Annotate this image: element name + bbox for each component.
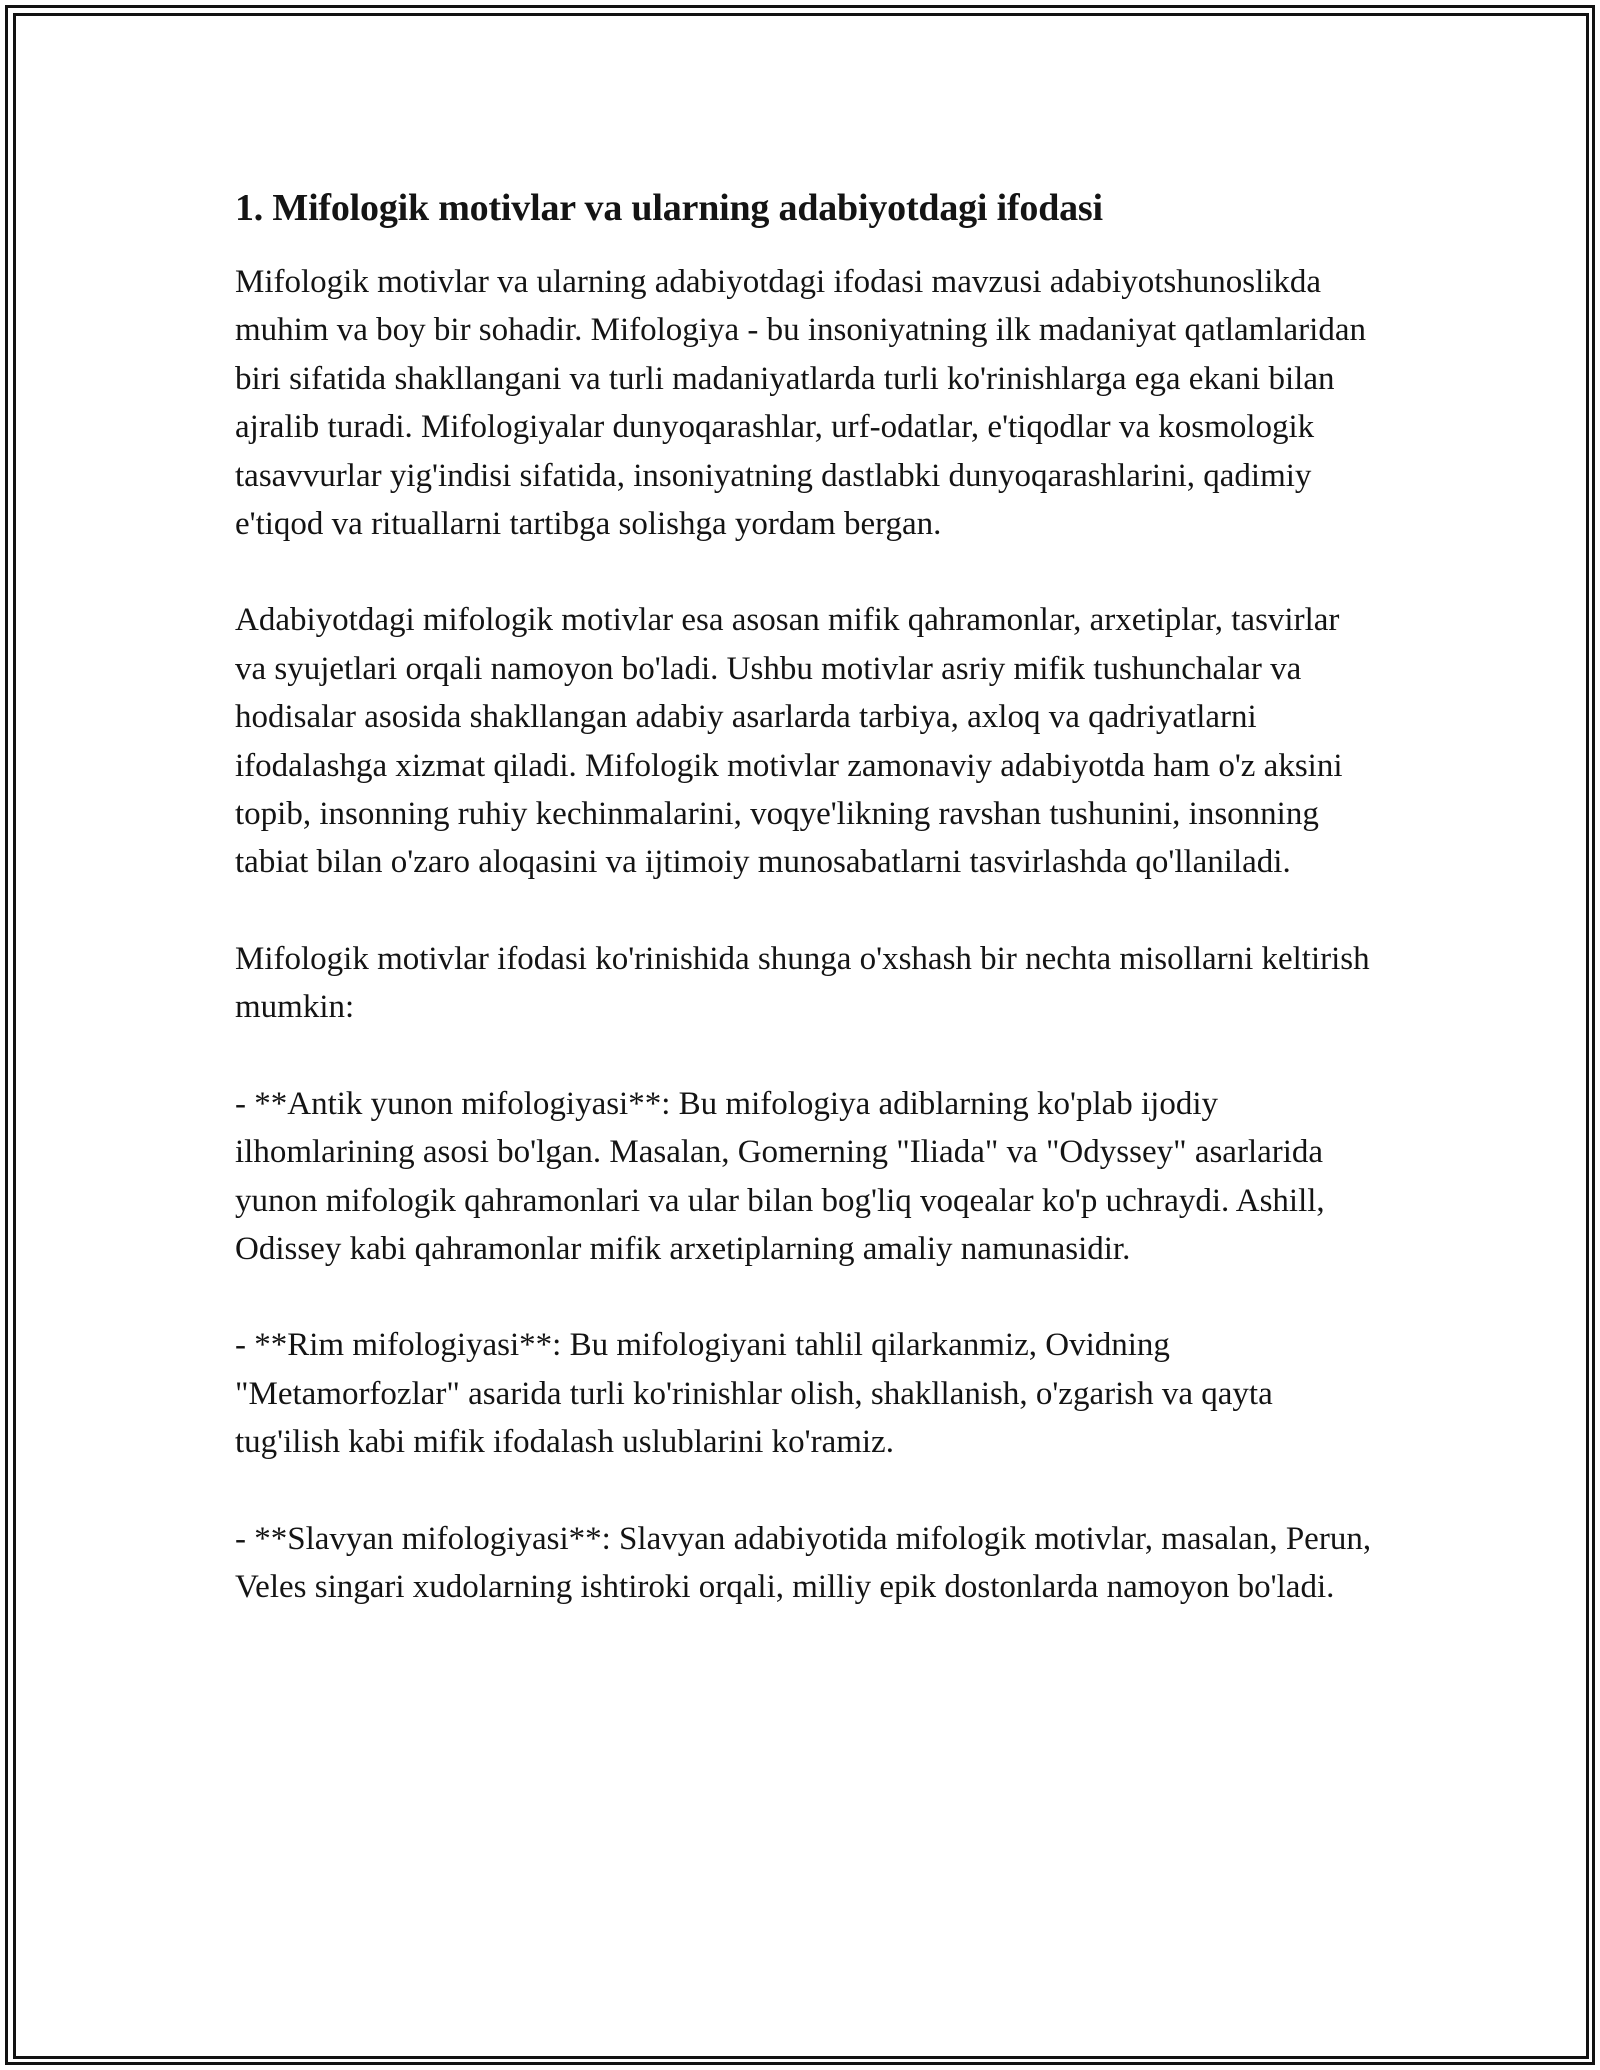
list-item-slavic-mythology: - **Slavyan mifologiyasi**: Slavyan adabiyotida mifologik motivlar, masalan, Perun, Veles singari xudolarning ishtiroki orqali, milliy epik dostonlarda namoyon bo'ladi.: [235, 1520, 1372, 1605]
paragraph-intro: Mifologik motivlar va ularning adabiyotdagi ifodasi mavzusi adabiyotshunoslikda muhim va boy bir sohadir. Mifologiya - bu insoniyatning ilk madaniyat qatlamlaridan biri sifatida shakllangani va turli madaniyatlarda turli ko'rinishlarga ega ekani bilan ajralib turadi. Mifologiyalar dunyoqarashlar, urf-odatlar, e'tiqodlar va kosmologik tasavvurlar yig'indisi sifatida, insoniyatning dastlabki dunyoqarashlarini, qadimiy e'tiqod va rituallarni tartibga solishga yordam bergan.: [235, 264, 1366, 543]
list-item-roman-mythology: - **Rim mifologiyasi**: Bu mifologiyani tahlil qilarkanmiz, Ovidning "Metamorfozlar" asarida turli ko'rinishlar olish, shakllanish, o'zgarish va qayta tug'ilish kabi mifik ifodalash uslublarini ko'ramiz.: [235, 1327, 1273, 1461]
document-body: [235, 184, 1375, 1611]
paragraph-literary-motifs: Adabiyotdagi mifologik motivlar esa asosan mifik qahramonlar, arxetiplar, tasvirlar va syujetlari orqali namoyon bo'ladi. Ushbu motivlar asriy mifik tushunchalar va hodisalar asosida shakllangan adabiy asarlarda tarbiya, axloq va qadriyatlarni ifodalashga xizmat qiladi. Mifologik motivlar zamonaviy adabiyotda ham o'z aksini topib, insonning ruhiy kechinmalarini, voqye'likning ravshan tushunini, insonning tabiat bilan o'zaro aloqasini va ijtimoiy munosabatlarni tasvirlashda qo'llaniladi.: [235, 602, 1343, 881]
section-heading: 1. Mifologik motivlar va ularning adabiyotdagi ifodasi: [235, 187, 1103, 229]
paragraph-examples-lead: Mifologik motivlar ifodasi ko'rinishida shunga o'xshash bir nechta misollarni keltirish mumkin:: [235, 940, 1370, 1026]
list-item-greek-mythology: - **Antik yunon mifologiyasi**: Bu mifologiya adiblarning ko'plab ijodiy ilhomlarining asosi bo'lgan. Masalan, Gomerning "Iliada" va "Odyssey" asarlarida yunon mifologik qahramonlari va ular bilan bog'liq voqealar ko'p uchraydi. Ashill, Odissey kabi qahramonlar mifik arxetiplarning amaliy namunasidir.: [235, 1085, 1325, 1267]
